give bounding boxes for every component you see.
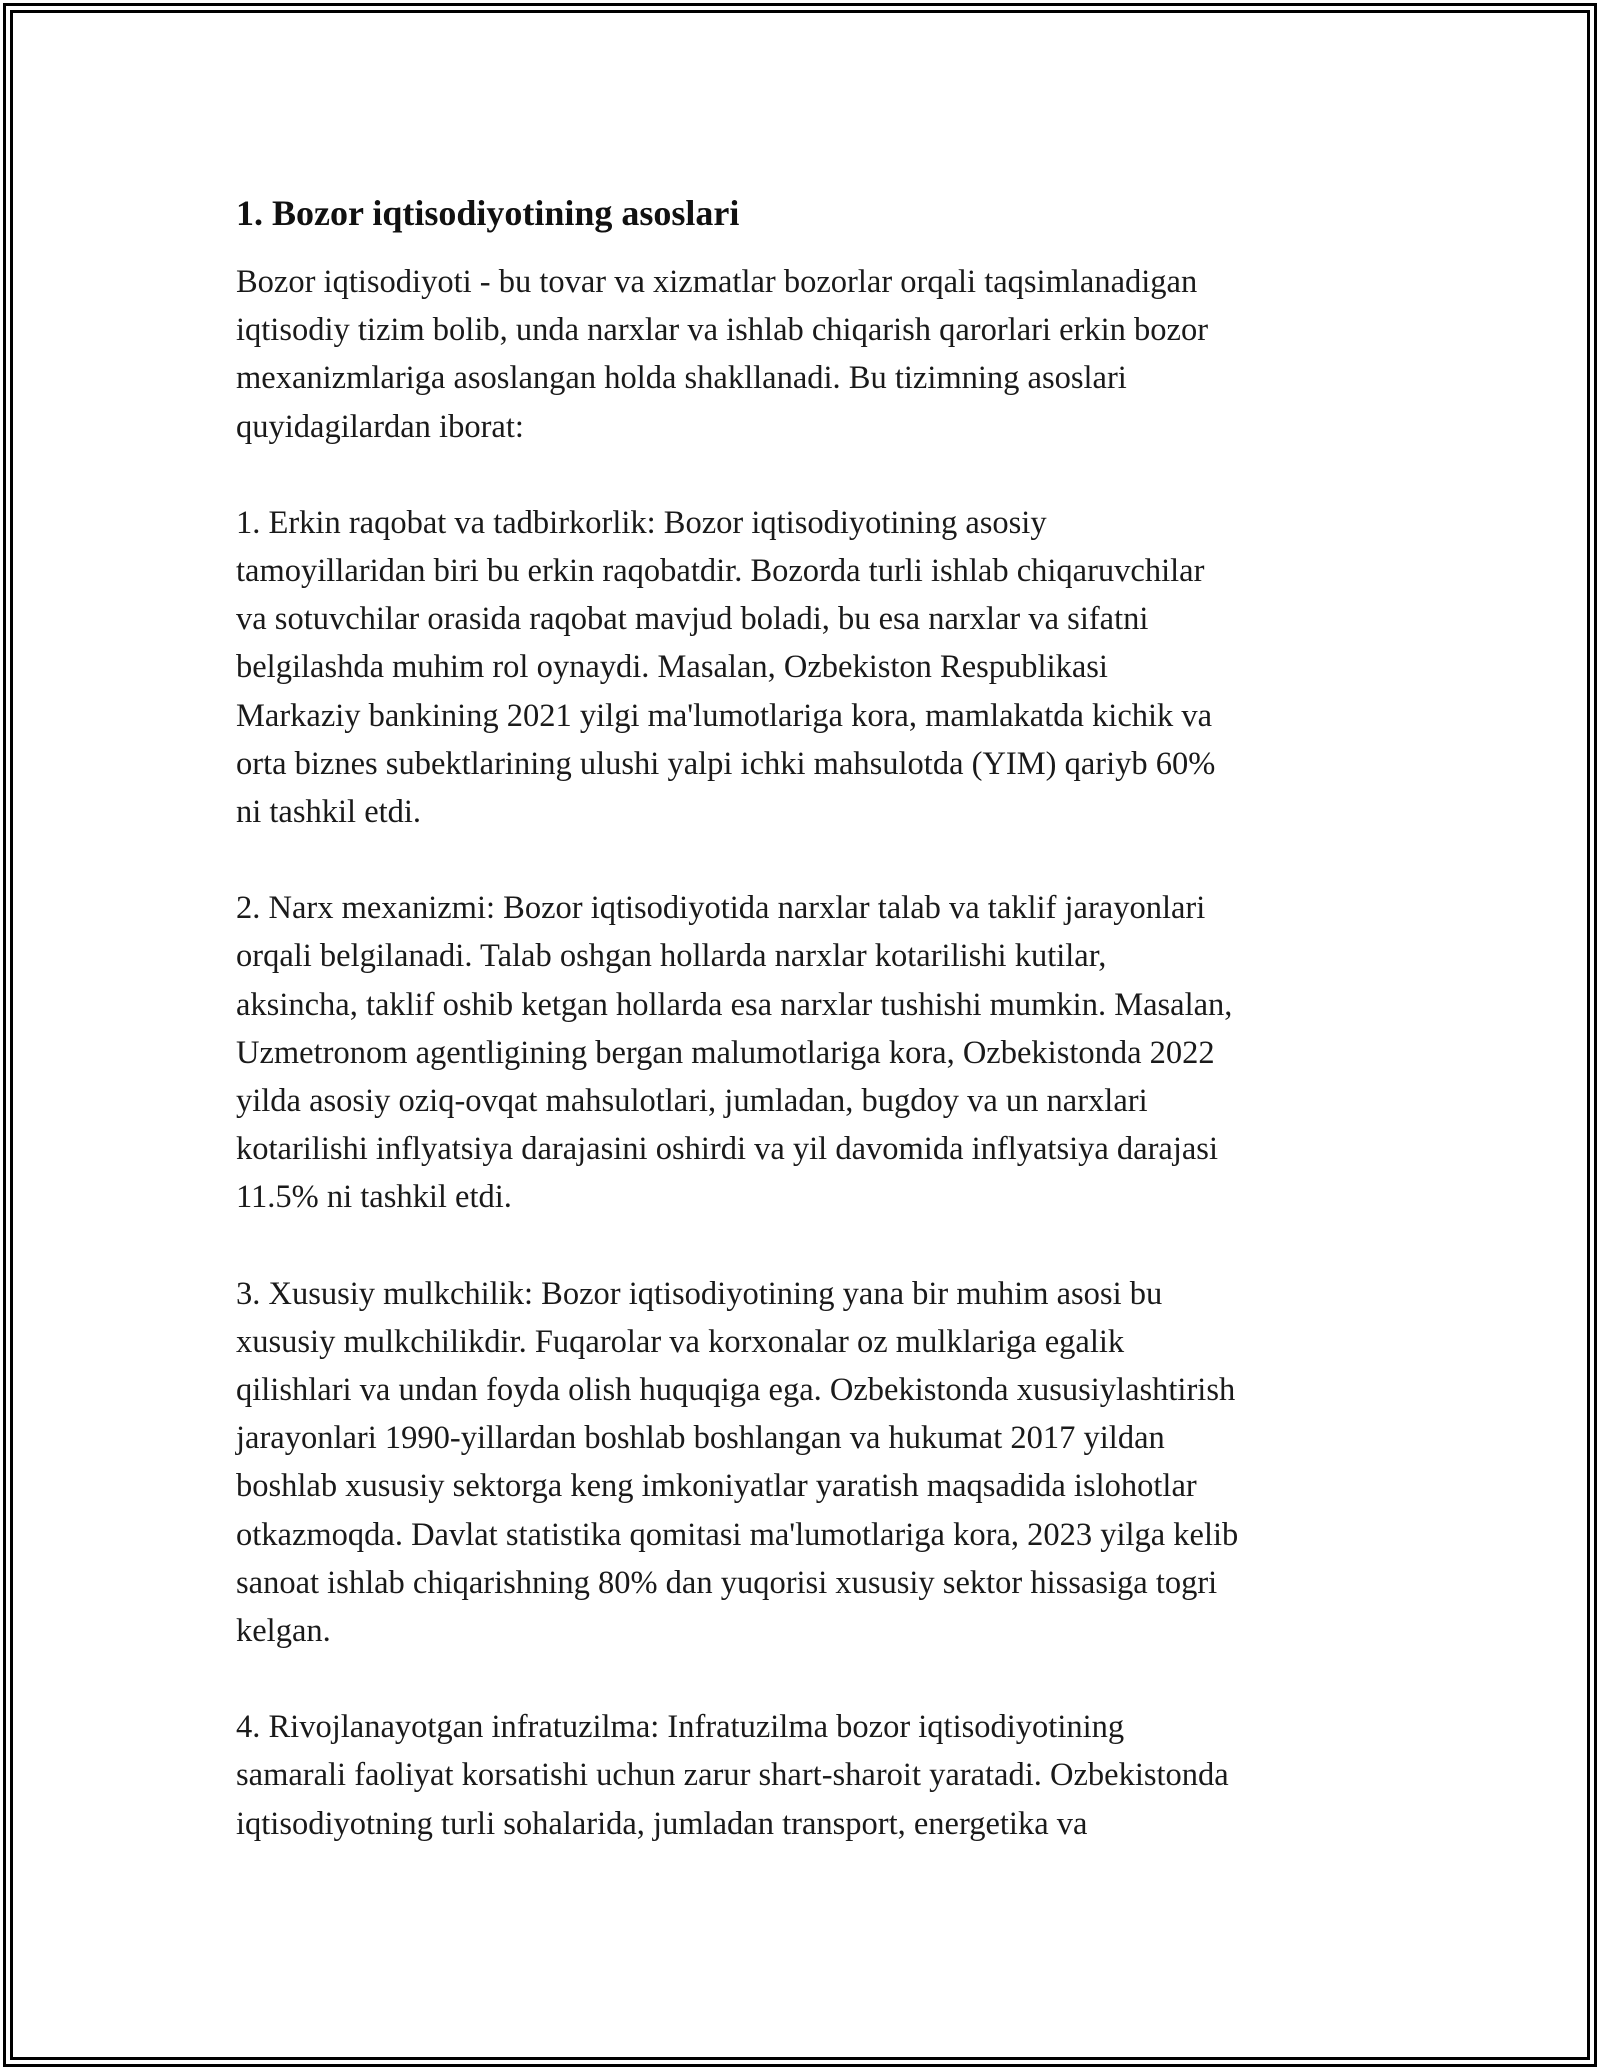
paragraph-infrastructure: 4. Rivojlanayotgan infratuzilma: Infratuzilma bozor iqtisodiyotining samarali faoliyat korsatishi uchun zarur shart-sharoit yaratadi. Ozbekistonda iqtisodiyotning turli sohalarida, jumladan transport, energetika va xyxy=(236,1709,1229,1842)
paragraph-private-property: 3. Xususiy mulkchilik: Bozor iqtisodiyotining yana bir muhim asosi bu xususiy mulkchilikdir. Fuqarolar va korxonalar oz mulklariga egalik qilishlari va undan foyda olish huquqiga ega. Ozbekistonda xususiylashtirish jarayonlari 1990-yillardan boshlab boshlangan va hukumat 2017 yildan boshlab xususiy sektorga keng imkoniyatlar yaratish maqsadida islohotlar otkazmoqda. Davlat statistika qomitasi ma'lumotlariga kora, 2023 yilga kelib sanoat ishlab chiqarishning 80% dan yuqorisi xususiy sektor hissasiga togri kelgan. xyxy=(236,1275,1239,1650)
intro-paragraph: Bozor iqtisodiyoti - bu tovar va xizmatlar bozorlar orqali taqsimlanadigan iqtisodiy tizim bolib, unda narxlar va ishlab chiqarish qarorlari erkin bozor mexanizmlariga asoslangan holda shakllanadi. Bu tizimning asoslari quyidagilardan iborat: xyxy=(236,264,1209,445)
paragraph-price-mechanism: 2. Narx mexanizmi: Bozor iqtisodiyotida narxlar talab va taklif jarayonlari orqali belgilanadi. Talab oshgan hollarda narxlar kotarilishi kutilar, aksincha, taklif oshib ketgan hollarda esa narxlar tushishi mumkin. Masalan, Uzmetronom agentligining bergan malumotlariga kora, Ozbekistonda 2022 yilda asosiy oziq-ovqat mahsulotlari, jumladan, bugdoy va un narxlari kotarilishi inflyatsiya darajasini oshirdi va yil davomida inflyatsiya darajasi 11.5% ni tashkil etdi. xyxy=(236,890,1233,1216)
section-heading: 1. Bozor iqtisodiyotining asoslari xyxy=(236,193,740,233)
document-body xyxy=(236,182,1366,1848)
paragraph-free-competition: 1. Erkin raqobat va tadbirkorlik: Bozor iqtisodiyotining asosiy tamoyillaridan biri bu erkin raqobatdir. Bozorda turli ishlab chiqaruvchilar va sotuvchilar orasida raqobat mavjud boladi, bu esa narxlar va sifatni belgilashda muhim rol oynaydi. Masalan, Ozbekiston Respublikasi Markaziy bankining 2021 yilgi ma'lumotlariga kora, mamlakatda kichik va orta biznes subektlarining ulushi yalpi ichki mahsulotda (YIM) qariyb 60% ni tashkil etdi. xyxy=(236,504,1216,831)
